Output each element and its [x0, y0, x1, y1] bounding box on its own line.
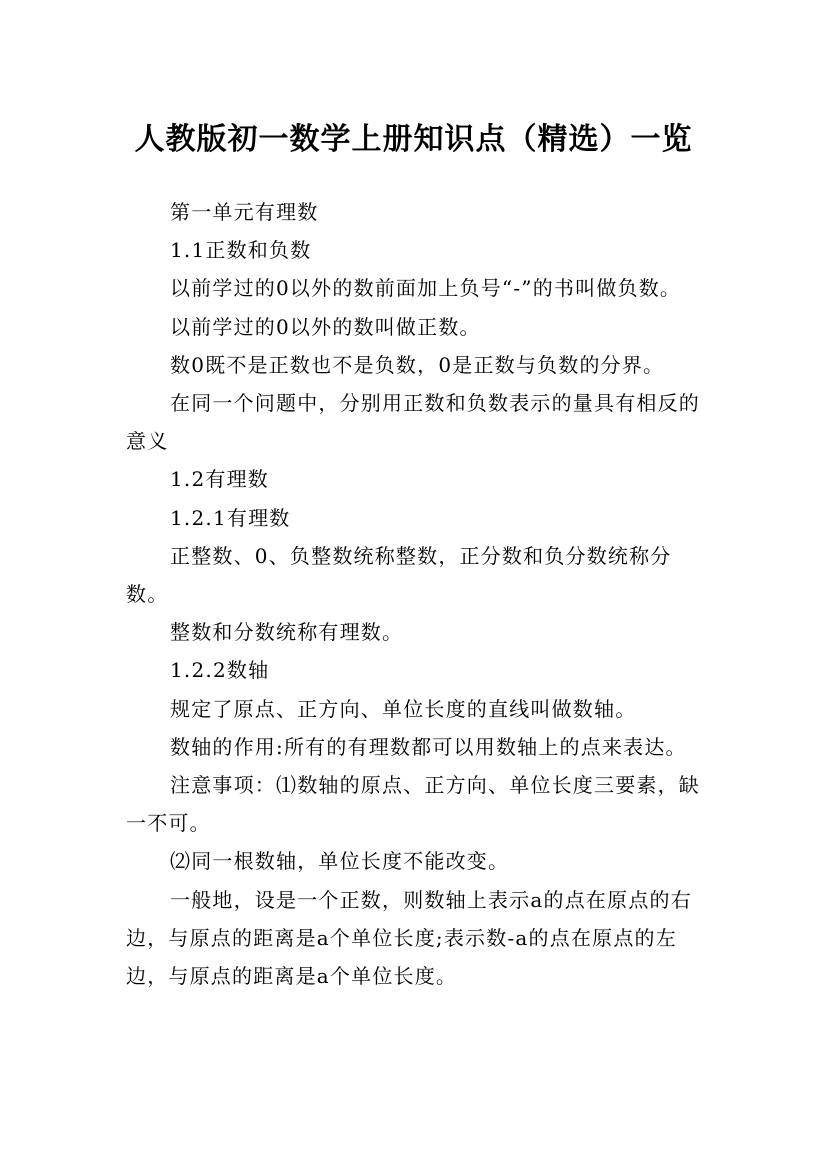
paragraph: 注意事项：⑴数轴的原点、正方向、单位长度三要素，缺一不可。	[126, 773, 700, 836]
paragraph: 以前学过的0以外的数前面加上负号“-”的书叫做负数。	[170, 276, 682, 301]
paragraph: 一般地，设是一个正数，则数轴上表示a的点在原点的右边，与原点的距离是a个单位长度;表示数-a的点在原点的左边，与原点的距离是a个单位长度。	[126, 887, 692, 989]
document-title: 人教版初一数学上册知识点（精选）一览	[134, 122, 693, 158]
section-heading: 1.2有理数	[170, 467, 270, 492]
paragraph: 在同一个问题中，分别用正数和负数表示的量具有相反的意义	[126, 391, 700, 454]
paragraph: 正整数、0、负整数统称整数，正分数和负分数统称分数。	[126, 543, 672, 607]
paragraph: 数轴的作用:所有的有理数都可以用数轴上的点来表达。	[170, 734, 687, 759]
section-heading: 1.1正数和负数	[170, 238, 312, 263]
subsection-heading: 1.2.2数轴	[170, 658, 270, 683]
document-body	[126, 193, 712, 995]
paragraph: 数0既不是正数也不是负数，0是正数与负数的分界。	[170, 352, 665, 377]
unit-heading: 第一单元有理数	[170, 200, 319, 224]
paragraph: 规定了原点、正方向、单位长度的直线叫做数轴。	[170, 696, 637, 721]
subsection-heading: 1.2.1有理数	[170, 505, 291, 530]
paragraph: 整数和分数统称有理数。	[170, 620, 404, 645]
paragraph: 以前学过的0以外的数叫做正数。	[170, 314, 481, 339]
paragraph: ⑵同一根数轴，单位长度不能改变。	[170, 849, 510, 874]
